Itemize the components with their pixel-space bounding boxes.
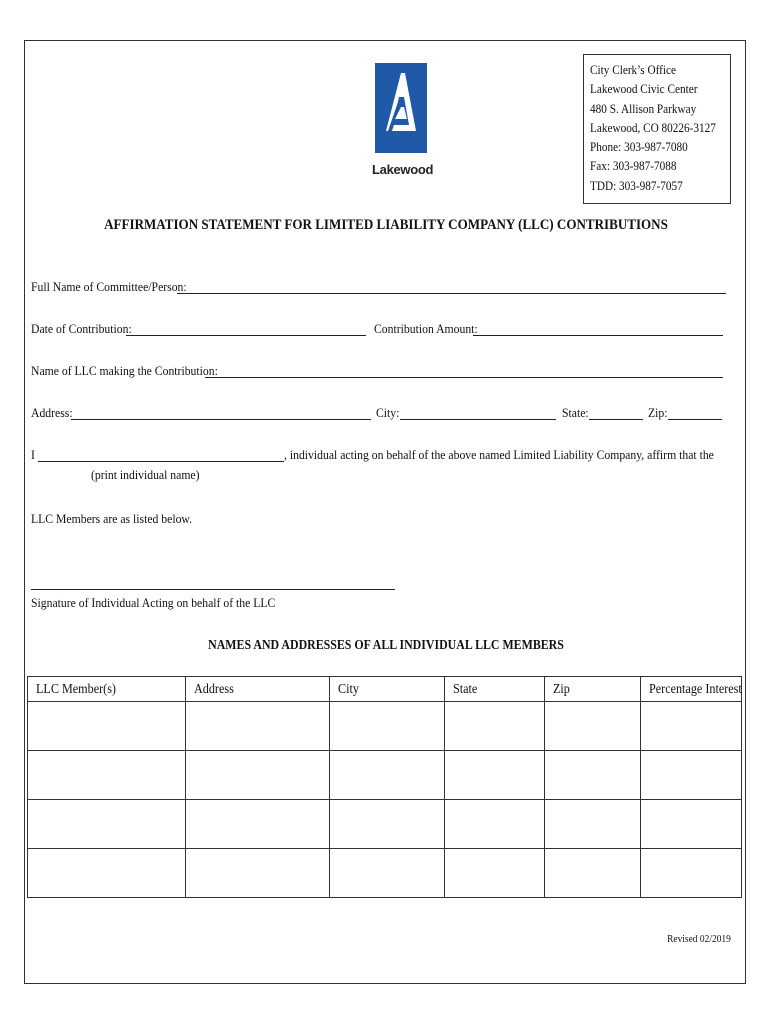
cell-state[interactable] xyxy=(445,702,545,751)
city-label: City: xyxy=(376,405,400,420)
cell-city[interactable] xyxy=(330,702,445,751)
office-line: 480 S. Allison Parkway xyxy=(590,101,697,116)
cell-member[interactable] xyxy=(28,849,186,898)
cell-zip[interactable] xyxy=(545,800,641,849)
cell-percentage[interactable] xyxy=(641,702,742,751)
table-row xyxy=(28,702,742,751)
zip-label: Zip: xyxy=(648,405,668,420)
office-phone: Phone: 303-987-7080 xyxy=(590,140,688,155)
committee-field[interactable] xyxy=(177,293,726,294)
cell-address[interactable] xyxy=(186,849,330,898)
col-header-zip: Zip xyxy=(545,677,641,702)
signature-field[interactable] xyxy=(31,589,395,590)
col-header-address: Address xyxy=(186,677,330,702)
cell-city[interactable] xyxy=(330,849,445,898)
table-row xyxy=(28,800,742,849)
cell-address[interactable] xyxy=(186,702,330,751)
cell-percentage[interactable] xyxy=(641,751,742,800)
revision-date: Revised 02/2019 xyxy=(667,934,731,945)
members-table-title: NAMES AND ADDRESSES OF ALL INDIVIDUAL LLC MEMBERS xyxy=(208,637,564,652)
col-header-city: City xyxy=(330,677,445,702)
city-field[interactable] xyxy=(400,419,556,420)
individual-name-hint: (print individual name) xyxy=(91,467,200,482)
cell-state[interactable] xyxy=(445,849,545,898)
col-header-member: LLC Member(s) xyxy=(28,677,186,702)
state-field[interactable] xyxy=(589,419,643,420)
cell-member[interactable] xyxy=(28,702,186,751)
table-row xyxy=(28,751,742,800)
office-line: City Clerk’s Office xyxy=(590,63,677,77)
logo-mark xyxy=(375,63,427,153)
cell-member[interactable] xyxy=(28,751,186,800)
logo-graphic xyxy=(375,63,427,153)
date-label: Date of Contribution: xyxy=(31,321,132,336)
llc-name-field[interactable] xyxy=(205,377,723,378)
llc-name-label: Name of LLC making the Contribution: xyxy=(31,363,218,378)
form-page xyxy=(24,40,746,984)
cell-zip[interactable] xyxy=(545,751,641,800)
signature-label: Signature of Individual Acting on behalf of the LLC xyxy=(31,595,276,610)
cell-member[interactable] xyxy=(28,800,186,849)
cell-city[interactable] xyxy=(330,800,445,849)
cell-city[interactable] xyxy=(330,751,445,800)
table-header-row xyxy=(28,677,742,702)
office-line: Lakewood, CO 80226-3127 xyxy=(590,120,716,135)
amount-label: Contribution Amount: xyxy=(374,321,478,336)
logo-wordmark: Lakewood xyxy=(372,162,434,177)
office-fax: Fax: 303-987-7088 xyxy=(590,159,677,174)
col-header-percentage: Percentage Interest xyxy=(641,677,742,702)
cell-address[interactable] xyxy=(186,751,330,800)
lakewood-logo xyxy=(372,63,435,181)
members-table xyxy=(27,676,742,898)
form-title: AFFIRMATION STATEMENT FOR LIMITED LIABILITY COMPANY (LLC) CONTRIBUTIONS xyxy=(104,217,668,233)
address-label: Address: xyxy=(31,405,73,420)
affirm-text: , individual acting on behalf of the above named Limited Liability Company, affirm that the xyxy=(284,447,714,462)
members-note: LLC Members are as listed below. xyxy=(31,511,193,526)
cell-state[interactable] xyxy=(445,800,545,849)
address-field[interactable] xyxy=(71,419,371,420)
col-header-state: State xyxy=(445,677,545,702)
office-line: Lakewood Civic Center xyxy=(590,82,698,97)
affirm-prefix: I xyxy=(31,447,35,462)
office-tdd: TDD: 303-987-7057 xyxy=(590,178,683,193)
office-address-box xyxy=(583,54,731,204)
cell-percentage[interactable] xyxy=(641,800,742,849)
table-row xyxy=(28,849,742,898)
state-label: State: xyxy=(562,405,589,420)
committee-label: Full Name of Committee/Person: xyxy=(31,279,187,294)
date-field[interactable] xyxy=(126,335,366,336)
cell-zip[interactable] xyxy=(545,849,641,898)
amount-field[interactable] xyxy=(473,335,723,336)
cell-zip[interactable] xyxy=(545,702,641,751)
cell-percentage[interactable] xyxy=(641,849,742,898)
cell-state[interactable] xyxy=(445,751,545,800)
individual-name-field[interactable] xyxy=(38,461,284,462)
zip-field[interactable] xyxy=(668,419,722,420)
cell-address[interactable] xyxy=(186,800,330,849)
